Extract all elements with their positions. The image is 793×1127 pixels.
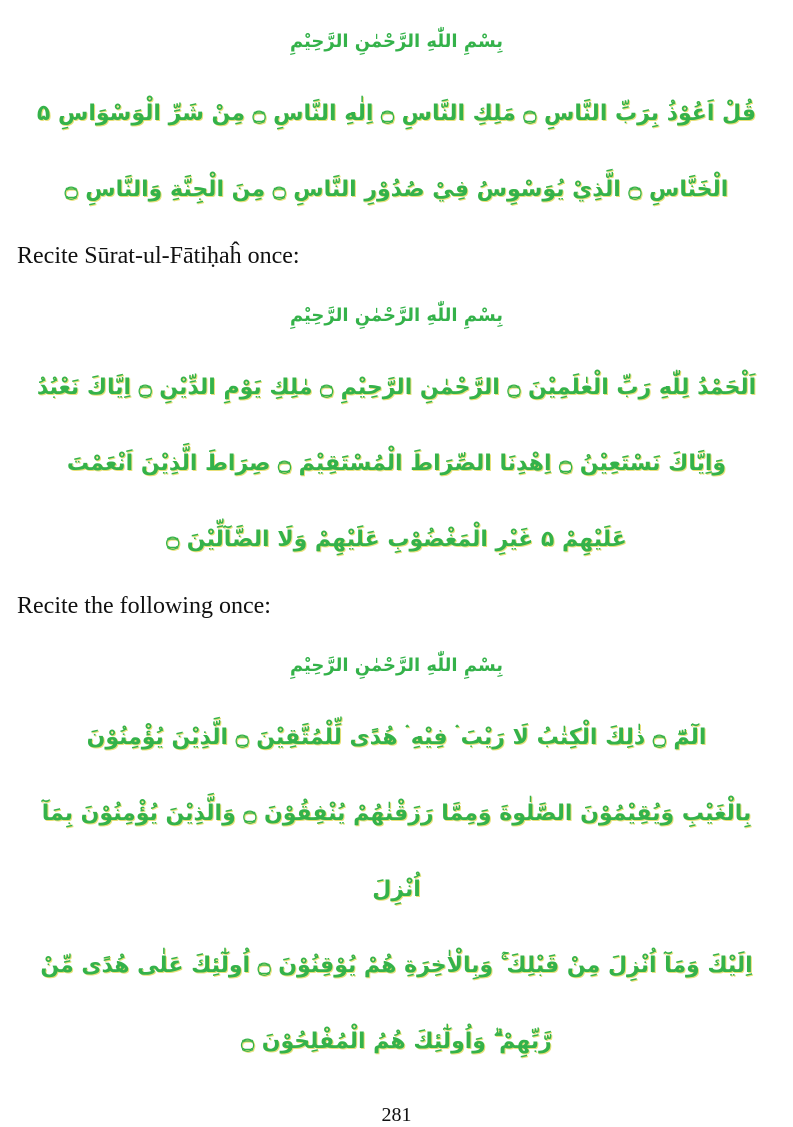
bismillah-1: بِسْمِ اللّٰهِ الرَّحْمٰنِ الرَّحِيْمِ xyxy=(289,31,504,52)
baqarah-line-1: الٓمّٓ ۝ ذٰلِكَ الْكِتٰبُ لَا رَيْبَ ۛ فِيْهِ ۛ هُدًى لِّلْمُتَّقِيْنَ ۝ الَّذِيْنَ يُؤْمِنُوْنَ xyxy=(86,725,707,750)
bismillah-2: بِسْمِ اللّٰهِ الرَّحْمٰنِ الرَّحِيْمِ xyxy=(289,305,504,326)
fatiha-line-1: اَلْحَمْدُ لِلّٰهِ رَبِّ الْعٰلَمِيْنَ ۝ الرَّحْمٰنِ الرَّحِيْمِ ۝ مٰلِكِ يَوْمِ الدِّيْنِ ۝ اِيَّاكَ نَعْبُدُ xyxy=(36,375,757,400)
bismillah-3: بِسْمِ اللّٰهِ الرَّحْمٰنِ الرَّحِيْمِ xyxy=(289,655,504,676)
baqarah-line-2: بِالْغَيْبِ وَيُقِيْمُوْنَ الصَّلٰوةَ وَمِمَّا رَزَقْنٰهُمْ يُنْفِقُوْنَ ۝ وَالَّذِيْنَ يُؤْمِنُوْنَ بِمَآ اُنْزِلَ xyxy=(41,801,752,902)
instruction-fatiha: Recite Sūrat-ul-Fātiḥaĥ once: xyxy=(17,243,300,269)
instruction-following: Recite the following once: xyxy=(17,593,271,619)
baqarah-line-4: رَّبِّهِمْ ۗ وَاُولٰٓئِكَ هُمُ الْمُفْلِحُوْنَ ۝ xyxy=(241,1029,552,1054)
baqarah-line-3: اِلَيْكَ وَمَآ اُنْزِلَ مِنْ قَبْلِكَ ۚ وَبِالْاٰخِرَةِ هُمْ يُوْقِنُوْنَ ۝ اُولٰٓئِكَ عَلٰى هُدًى مِّنْ xyxy=(40,953,753,978)
fatiha-line-3: عَلَيْهِمْ ۵ غَيْرِ الْمَغْضُوْبِ عَلَيْهِمْ وَلَا الضَّآلِّيْنَ ۝ xyxy=(166,527,627,552)
page-number: 281 xyxy=(381,1104,412,1126)
surah-nas-line-1: قُلْ اَعُوْذُ بِرَبِّ النَّاسِ ۝ مَلِكِ النَّاسِ ۝ اِلٰهِ النَّاسِ ۝ مِنْ شَرِّ الْوَسْوَاسِ ۵ xyxy=(36,101,757,126)
surah-nas-line-2: الْخَنَّاسِ ۝ الَّذِيْ يُوَسْوِسُ فِيْ صُدُوْرِ النَّاسِ ۝ مِنَ الْجِنَّةِ وَالنَّاسِ ۝ xyxy=(64,177,729,202)
fatiha-line-2: وَاِيَّاكَ نَسْتَعِيْنُ ۝ اِهْدِنَا الصِّرَاطَ الْمُسْتَقِيْمَ ۝ صِرَاطَ الَّذِيْنَ اَنْعَمْتَ xyxy=(66,451,727,476)
